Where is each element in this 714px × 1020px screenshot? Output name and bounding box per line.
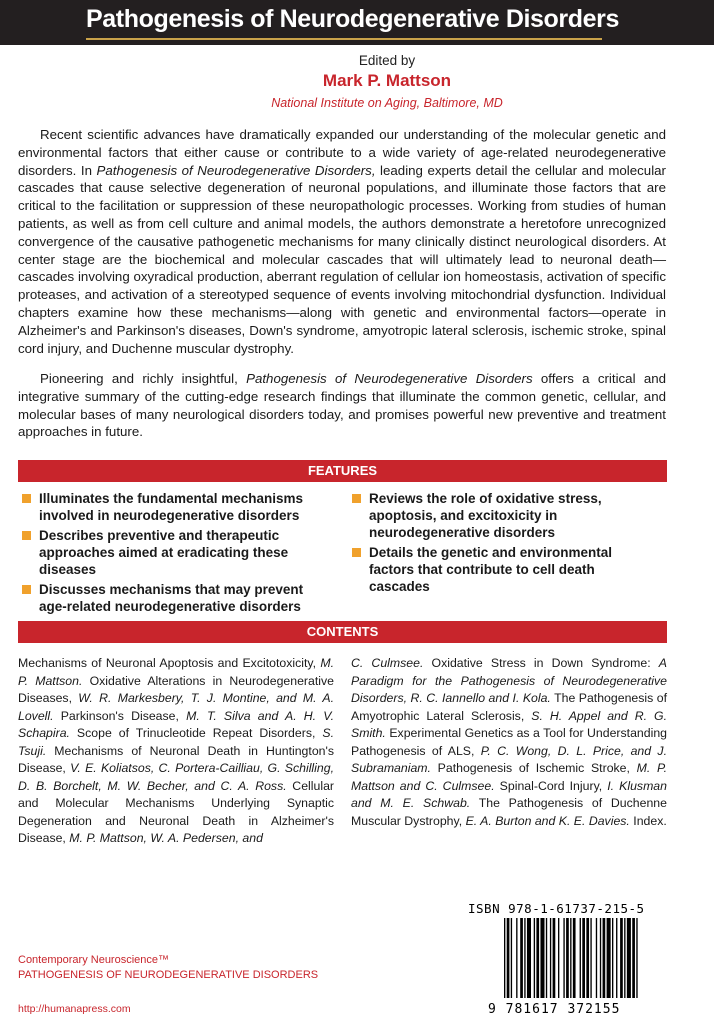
barcode-bar [558,918,559,998]
barcode-bar [603,918,606,998]
para1-text-a: Recent scientific advances have dramatically expanded our understanding of the molecular genetic and environmental factors that either cause or contribute to a wide variety of age-related neurodegenerative disorders. In [18,127,666,178]
barcode-bar [507,918,510,998]
barcode-bar [550,918,551,998]
feature-text: Reviews the role of oxidative stress, apoptosis, and excitoxicity in neurodegenerative disorders [369,491,602,540]
barcode-bar [607,918,611,998]
contents-chapter-title: Spinal-Cord Injury, [494,778,608,793]
contents-authors: S. H. Appel and R. G. Smith. [351,708,667,740]
barcode-bar [582,918,585,998]
contents-authors: V. E. Koliatsos, C. Portera-Cailliau, G. Schilling, D. B. Borchelt, M. W. Becher, and C. A. Ross. [18,761,334,793]
contents-authors: P. C. Wong, D. L. Price, and J. Subramaniam. [351,743,667,775]
barcode-bar [570,918,571,998]
features-heading: FEATURES [18,460,667,482]
barcode-bar [620,918,623,998]
barcode-bar [573,918,576,998]
publisher-url: http://humanapress.com [18,1003,131,1015]
contents-authors: M. T. Silva and A. H. V. Schapira. [18,708,334,740]
barcode-bar [580,918,581,998]
square-bullet-icon [22,531,31,540]
contents-chapter-title: Scope of Trinucleotide Repeat Disorders, [69,726,323,740]
square-bullet-icon [352,548,361,557]
series-name: Contemporary Neuroscience™ [18,954,170,966]
feature-item [352,490,657,541]
contents-chapter-title: The Pathogenesis of Amyotrophic Lateral Sclerosis, [351,691,667,723]
barcode-bar [504,918,505,998]
barcode-bar [590,918,591,998]
feature-text: Details the genetic and environmental factors that contribute to cell death cascades [369,545,613,594]
contents-chapter-title: Oxidative Stress in Down Syndrome: [423,656,659,670]
barcode-image [502,918,702,1002]
book-title: Pathogenesis of Neurodegenerative Disorders [86,5,619,33]
isbn-label: ISBN 978-1-61737-215-5 [468,901,645,916]
contents-chapter-title: Parkinson's Disease, [53,708,187,723]
contents-chapter-title: Oxidative Alterations in Neurodegenerative Diseases, [18,673,335,705]
feature-text: Describes preventive and therapeutic approaches aimed at eradicating these diseases [39,528,289,577]
features-left-column [22,490,327,618]
contents-authors: A Paradigm for the Pathogenesis of Neurodegenerative Disorders, R. C. Iannello and I. Kola. [351,656,667,705]
square-bullet-icon [352,494,361,503]
contents-column-1 [18,655,334,848]
contents-authors: M. P. Mattson and C. Culmsee. [351,761,667,793]
barcode-bar [563,918,564,998]
barcode-bar [511,918,512,998]
contents-column-2 [351,655,667,830]
header-bar [0,0,714,45]
barcode-bar [616,918,617,998]
barcode-bar [627,918,631,998]
editor-name: Mark P. Mattson [322,71,452,90]
barcode-bar [520,918,523,998]
barcode-bar [527,918,531,998]
description-paragraph-2 [18,370,666,441]
barcode-bar [636,918,637,998]
contents-chapter-title: Index. [629,813,667,828]
feature-item [22,581,327,615]
contents-chapter-title: Mechanisms of Neuronal Apoptosis and Excitotoxicity, [18,656,321,670]
barcode-bar [586,918,589,998]
title-underline [86,38,602,40]
contents-authors: M. P. Mattson. [18,656,334,688]
barcode-digits: 9 781617 372155 [488,1002,621,1017]
barcode-bar [596,918,597,998]
feature-text: Illuminates the fundamental mechanisms involved in neurodegenerative disorders [39,491,304,523]
feature-item [22,490,327,524]
para2-text-a: Pioneering and richly insightful, [40,371,247,386]
square-bullet-icon [22,585,31,594]
series-book-title: PATHOGENESIS OF NEURODEGENERATIVE DISORDERS [18,969,319,981]
barcode-bar [566,918,569,998]
barcode-bar [600,918,601,998]
contents-authors: I. Klusman and M. E. Schwab. [351,778,667,810]
contents-chapter-title: The Pathogenesis of Duchenne Muscular Dystrophy, [351,796,667,828]
feature-text: Discusses mechanisms that may prevent age-related neurodegenerative disorders [39,582,304,614]
contents-authors: W. R. Markesbery, T. J. Montine, and M. A. Lovell. [18,691,334,723]
feature-item [22,527,327,578]
para1-book-title: Pathogenesis of Neurodegenerative Disorders, [96,162,376,178]
barcode-bar [624,918,625,998]
contents-authors: M. P. Mattson, W. A. Pedersen, and [69,831,263,845]
editor-affiliation: National Institute on Aging, Baltimore, MD [271,96,503,110]
barcode-bar [540,918,544,998]
barcode-bar [534,918,535,998]
barcode-bar [524,918,525,998]
para2-book-title: Pathogenesis of Neurodegenerative Disorders [246,371,533,386]
contents-authors: S. Tsuji. [18,726,334,758]
barcode-bar [546,918,547,998]
square-bullet-icon [22,494,31,503]
barcode-bar [612,918,613,998]
edited-by-label: Edited by [358,53,416,68]
contents-chapter-title: Cellular and Molecular Mechanisms Underlying Synaptic Degeneration and Neuronal Death in Alzheimer's Disease, [18,778,334,845]
barcode-bar [553,918,556,998]
barcode-bar [536,918,539,998]
para2-text-b: offers a critical and integrative summary of the cutting-edge research findings that illuminate the common genetic, cellular, and molecular bases of many neurological disorders today, and promises powerful new preventive and treatment approaches in future. [18,371,666,440]
feature-item [352,544,657,595]
para1-text-b: leading experts detail the cellular and molecular cascades that cause selective degeneration of neuronal populations, and illuminate those factors that are critical to the facilitation or suppression of these neuropathologic processes. Working from studies of human patients, as well as from cell culture and animal models, the authors demonstrate a heretofore unrecognized convergence of the causative pathogenetic mechanisms for many clinically distinct neurological disorders. At center stage are the biochemical and molecular cascades that will ultimately lead to neuronal death—cascades involving oxyradical production, aberrant regulation of cellular ion homeostasis, activation of specific proteases, and activation of a stereotyped sequence of events involving mitochondrial dysfunction. Individual chapters examine how these mechanisms—along with genetic and environmental factors—operate in Alzheimer's and Parkinson's diseases, Down's syndrome, amyotropic lateral sclerosis, ischemic stroke, spinal cord injury, and Duchenne muscular dystrophy. [18,162,666,356]
barcode-bar [632,918,635,998]
contents-chapter-title: Mechanisms of Neuronal Death in Huntington's Disease, [18,743,334,775]
contents-heading: CONTENTS [18,621,667,643]
contents-chapter-title: Pathogenesis of Ischemic Stroke, [430,761,637,775]
contents-authors: E. A. Burton and K. E. Davies. [465,813,630,828]
barcode-bar [516,918,517,998]
contents-authors: C. Culmsee. [351,656,424,670]
features-right-column [352,490,657,598]
contents-chapter-title: Experimental Genetics as a Tool for Understanding Pathogenesis of ALS, [351,726,667,758]
description-paragraph-1 [18,126,666,357]
